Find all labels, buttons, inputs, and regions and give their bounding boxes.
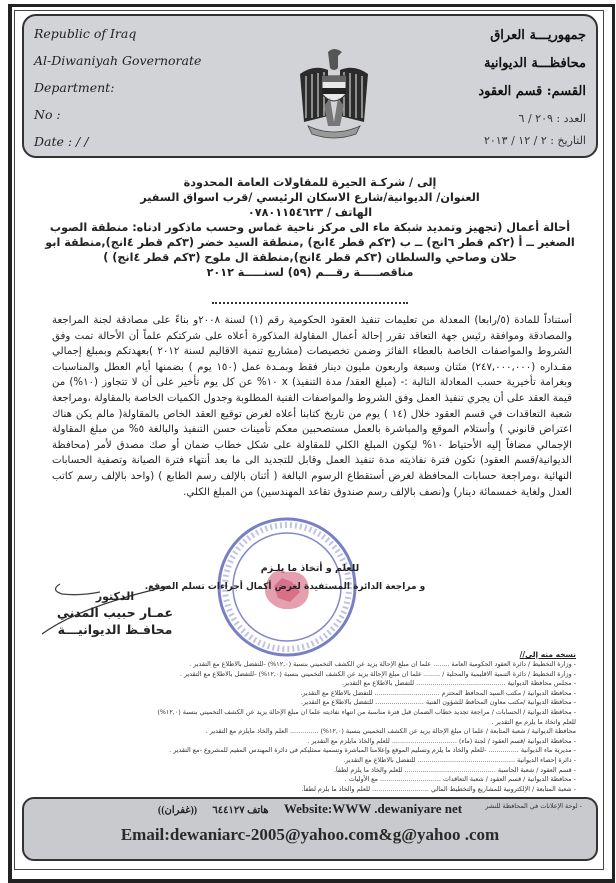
copy-item: - محافظة الديوانية /مكتب معاون المحافظ للشؤون الفنية ........................ للتفضل بالاطلاع مع التقدير. bbox=[300, 698, 576, 707]
signatory-position: محافـظ الديوانيـــة bbox=[57, 622, 173, 637]
closing-line: للعلم و أتخاذ ما يلـزم bbox=[260, 563, 360, 574]
addressee-block bbox=[40, 175, 580, 280]
letterhead-english bbox=[34, 26, 201, 161]
copy-item: - قسم العقود / شعبة الحاسبة ............................................. للعلم والخاذ ما يلزم لطفاً. bbox=[333, 765, 576, 774]
copy-item: - دائرة إحصاء الديوانية ................................................ للتفضل بالاطلاع مع التقدير. bbox=[343, 755, 576, 764]
recipient-company: إلى / شركـة الحيرة للمقاولات العامة المحدودة bbox=[183, 176, 437, 189]
signature-block bbox=[40, 590, 190, 637]
document-date: التاريخ : ٢ / ١٢ / ٢٠١٣ bbox=[483, 134, 586, 147]
copy-item-last: - لوحة الإعلانات في المحافظة للنشر bbox=[485, 802, 582, 810]
letter-body: أستناداً للمادة (٥/رابعا) المعدلة من تعليمات تنفيذ العقود الحكومية رقم (١) لسنة ٢٠٠٨و بناءً على مصادقة لجنة المراجعة والمصادقة وموافقة رئيس جهة التعاقد تقرر إحالة أعمال المقاولة المذكورة أعلاه على شركتكم علماً أن الأحالة تمت وفق الشروط والمواصفات الخاصة بالعطاء الفائز وضمن تخصيصات (مشاريع تنمية الاقاليم لسنة ٢٠١٢ )بعهدتكم وبمبلغ إجمالي مقـداره (٢٤٧,٠٠٠,٠٠٠) مئتان وسبعة واربعون مليون دينار فقط وبمـدة عمل (١٥٠ يوم ) بضمنها أيام العطل والمناسبات وبغرامة تأخيرية حسب المعادلة التالية :- (مبلغ العقد/ مدة التنفيذ) x ١٠% عن كل يوم تأخير على أن لا تتجاوز (١٠%) من قيمة العقد على أن يجري تنفيذ العمل وفق الشروط والمواصفات الفنية المطلوبة وجدول الكميات الخاصة بالمقاولة ،ومراجعة شعبة التعاقدات في قسم العقود خلال (١٤ ) يوم من تاريخ كتابنا أعلاه لغرض توقيع العقد الخاص بالمقاولة( مالم يكن هناك اعتراض قانوني ) وأستلام الموقع والمباشرة بالعمل مستصحبين معكم تأمينات حسن التنفيذ والبالغة ٥% من مبلغ المقاولة الإجمالي مضافاً إليه الأحتياط ١٠% ليكون المبلغ الكلي للمقاولة على شكل خطاب ضمان أو صك مصدق لأمر (محافظة الديوانية/قسم العقود) تكون فترة نفاذيته مدة تنفيذ العمل وقابل للتجديد الى ما بعد أنتهاء فترة الصيانة وتصفية الحسابات النهائية ،ومراجعة حسابات المحافظة لغرض أستقطاع الرسوم البالغة ( أثنان بالإلف رسم الطابع ) (واحد بالإلف رسم كاتب العدل ولغاية خمسمائة دينار) و(نصف بالإلف رسم صندوق تقاعد المهندسين) من المبلغ الكلي. bbox=[52, 315, 573, 498]
copy-item: - مديرية ماء الديوانية ............... -للعلم والخاذ ما يلزم وتسليم الموقع وإعلامنا المباشرة وتسمية ممثليكم في دائرة المهندس المقيم للمشروع -مع التقدير . bbox=[169, 746, 576, 755]
letterhead bbox=[22, 14, 598, 158]
copy-item: - محافظة الديوانية / مكتب السيد المحافظ المحترم ................................ للتفضل بالاطلاع مع التقدير. bbox=[300, 688, 576, 697]
recipient-address: العنوان/ الديوانية/شارع الاسكان الرئيسي /قرب اسواق السفير bbox=[140, 191, 480, 204]
copy-item: - شعبة المتابعة / الإلكترونية للمشاريع والتخطيط المالي ............................ للعلم والخاذ ما يلزم لطفاً. bbox=[301, 784, 576, 793]
footer-email[interactable]: Email:dewaniarc-2005@yahoo.com&g@yahoo .com bbox=[120, 825, 500, 844]
date-label-en: Date : / / bbox=[34, 134, 89, 149]
footer-banner bbox=[22, 797, 598, 861]
copy-item: - محافظة الديوانية /قسم العقود / لجنة (ماء) ................................ للعلم والخاذ مايلزم مع التقدير . bbox=[307, 736, 576, 745]
copy-item: - وزارة التخطيط / دائرة العقود الحكومية العامة ........ علما ان مبلغ الإحالة يزيد عن الكشف التخميني بنسبة (١٢,٠%) -للتفضل بالاطلاع مع التقدير . bbox=[189, 660, 576, 668]
tender-number: مناقصـــــة رقـــم (٥٩) لسنـــــة ٢٠١٢ bbox=[206, 266, 414, 279]
recipient-phone: الهاتف / ٠٧٨٠١١٥٤٦٢٣ bbox=[247, 206, 373, 219]
letterhead-arabic bbox=[478, 28, 586, 156]
footer-contact-line bbox=[24, 801, 596, 817]
letter-subject: أحالة أعمال (تجهيز وتمديد شبكة ماء الى مركز ناحية غماس وحسب ماذكور ادناه: منطقة الصوب الصغير ــ أ (٢كم قطر ٦انج) ــ ب (٣كم قطر ٤انج) ,منطقة السيد خضر (٣كم قطر ٤انج),منطقة ابو حلان وصاحي والسلطان (٣كم قطر ٤انج),منطقة ال ملوح (٣كم قطر ٤انج) ) bbox=[45, 221, 575, 264]
signatory-name: عمـار حبيب المدني bbox=[56, 605, 174, 620]
country-name-en: Republic of Iraq bbox=[34, 26, 137, 41]
governorate-name-ar: محافظـــة الديوانية bbox=[484, 56, 586, 71]
copy-item: للعلم واتخاذ ما يلزم مع التقدير . bbox=[491, 717, 576, 726]
closing-instruction: و مراجعة الدائرة المستفيدة لغرض أكمال أجراءات تسلم الموقع. bbox=[144, 582, 426, 592]
copy-item: - مجلس محافظة الديوانية ............................................ للتفضل بالاطلاع مع التقدير. bbox=[341, 679, 576, 688]
subject-divider bbox=[212, 302, 408, 304]
number-label-en: No : bbox=[34, 107, 61, 122]
document-number: العدد : ٢٠٩ / ٦ bbox=[518, 112, 586, 125]
country-name-ar: جمهوريـــة العراق bbox=[490, 28, 586, 43]
iraq-coat-of-arms-icon bbox=[294, 46, 374, 146]
signatory-title: الدكتور bbox=[95, 590, 135, 603]
copy-item: - محافظة الديوانية / قسم العقود / شعبة التعاقدات .............................. مع الأوليات . bbox=[344, 775, 576, 784]
copies-title: نسخه منه إلى// bbox=[519, 650, 576, 659]
copy-item: - وزارة التخطيط / دائرة التنمية الاقليمية والمحلية / ........ علما ان مبلغ الإحالة يزيد عن الكشف التخميني بنسبة (١٢,٠%) -للتفضل بالاطلاع مع التقدير . bbox=[179, 669, 576, 678]
copies-list bbox=[40, 660, 576, 794]
footer-brand: ((غفران)) bbox=[157, 805, 198, 816]
department-ar: القسم: قسم العقود bbox=[478, 84, 586, 99]
copy-item: محافظة الديوانية / شعبة المتابعة / علما ان مبلغ الإحالة يزيد عن الكشف التخميني بنسبة (١٢,٠%) .............. العلم والخاذ مايلزم مع التقدير . bbox=[205, 727, 576, 736]
copy-item: - محافظة الديوانية / الحسابات / مراجعة تجديد خطاب الضمان قبل فترة مناسبة من انتهاء نفاذيته علما ان مبلغ الإحالة يزيد عن الكشف التخميني بنسبة (١٢,٠%) bbox=[157, 707, 576, 716]
department-label-en: Department: bbox=[34, 80, 115, 95]
governorate-name-en: Al-Diwaniyah Governorate bbox=[34, 53, 202, 68]
footer-website[interactable]: Website:WWW .dewaniyare net bbox=[283, 801, 463, 816]
footer-phone: هاتف ٦٤٤١٢٧ bbox=[212, 805, 269, 816]
